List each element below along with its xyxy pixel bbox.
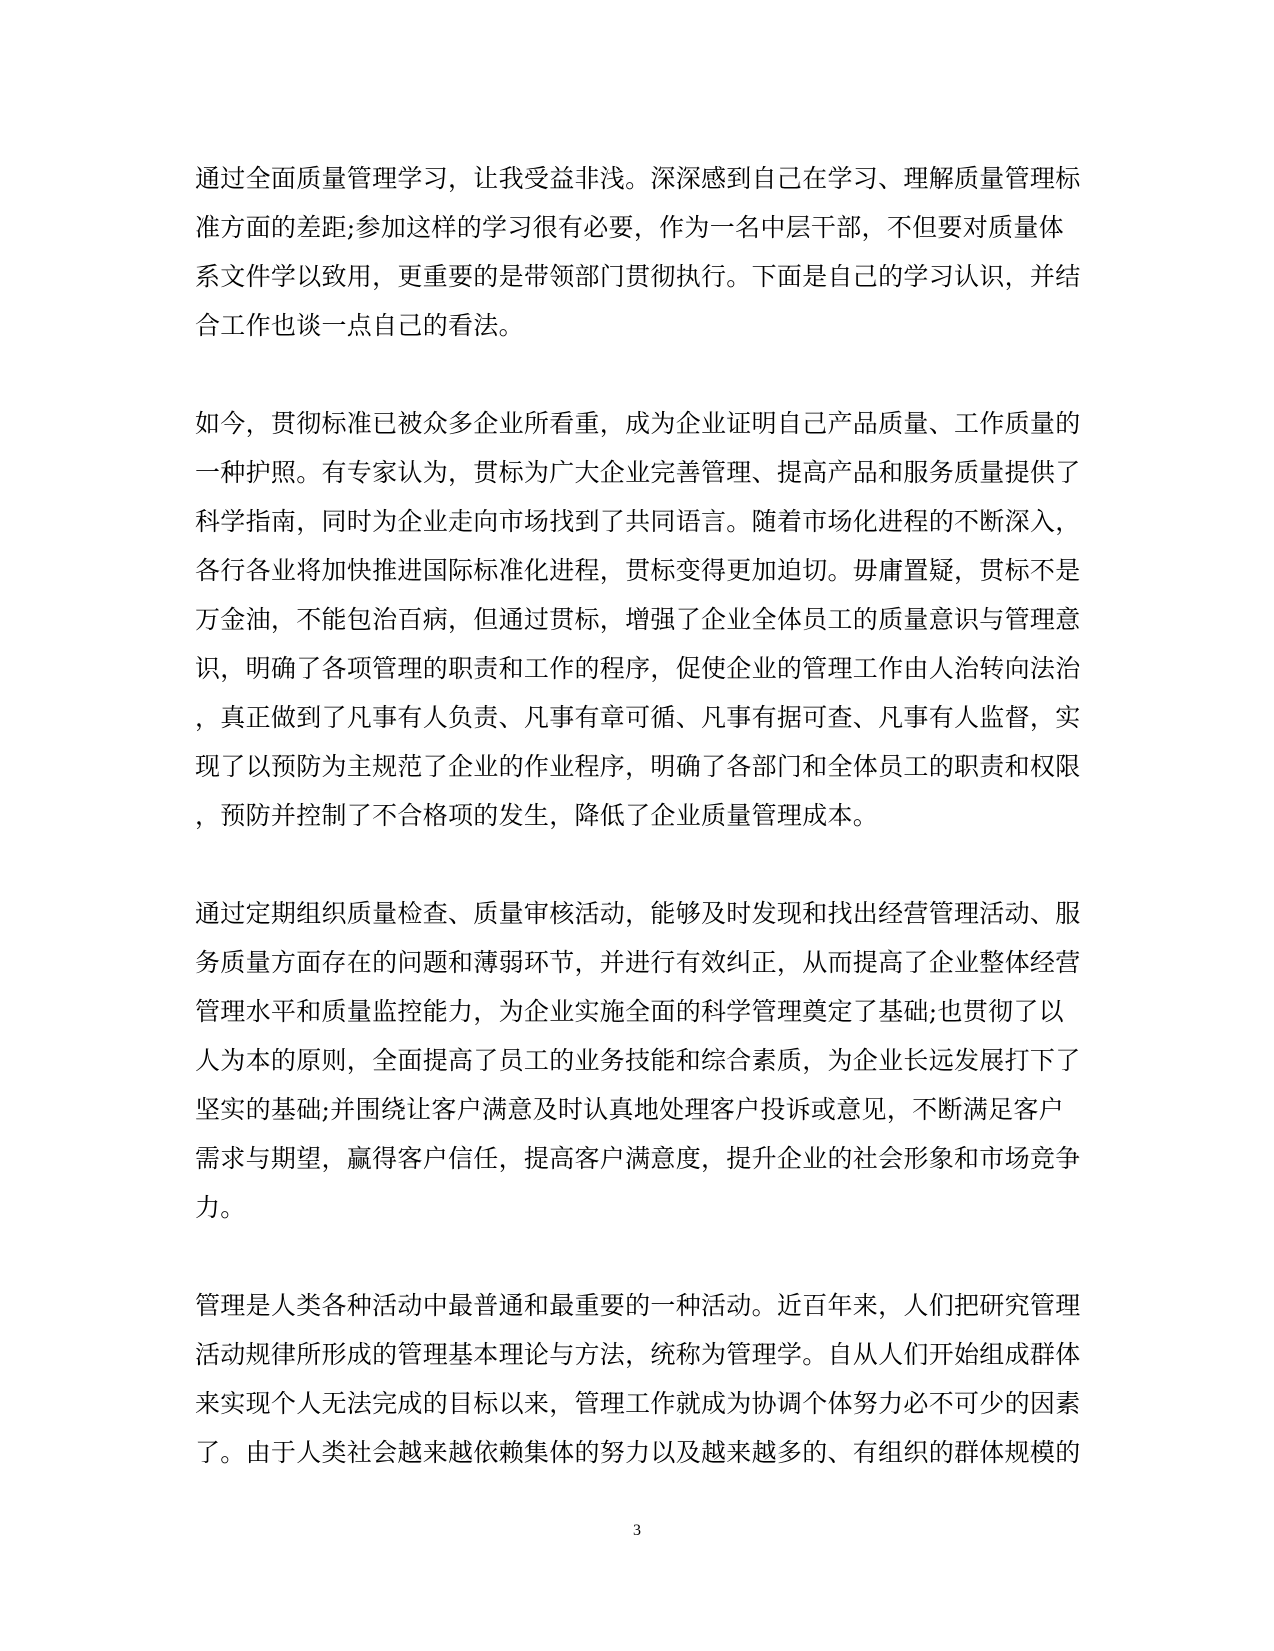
paragraph-2: [195, 399, 1081, 840]
paragraph-line: 务质量方面存在的问题和薄弱环节，并进行有效纠正，从而提高了企业整体经营: [195, 948, 1081, 977]
paragraph-line: 了。由于人类社会越来越依赖集体的努力以及越来越多的、有组织的群体规模的: [195, 1438, 1081, 1467]
paragraph-line: ，预防并控制了不合格项的发生，降低了企业质量管理成本。: [195, 801, 879, 830]
paragraph-line: ，真正做到了凡事有人负责、凡事有章可循、凡事有据可查、凡事有人监督，实: [195, 703, 1081, 732]
paragraph-1: [195, 154, 1081, 350]
paragraph-line: 各行各业将加快推进国际标准化进程，贯标变得更加迫切。毋庸置疑，贯标不是: [195, 556, 1081, 585]
paragraph-line: 人为本的原则，全面提高了员工的业务技能和综合素质，为企业长远发展打下了: [195, 1046, 1081, 1075]
paragraph-line: 现了以预防为主规范了企业的作业程序，明确了各部门和全体员工的职责和权限: [195, 752, 1081, 781]
paragraph-line: 需求与期望，赢得客户信任，提高客户满意度，提升企业的社会形象和市场竞争: [195, 1144, 1081, 1173]
paragraph-line: 系文件学以致用，更重要的是带领部门贯彻执行。下面是自己的学习认识，并结: [195, 262, 1081, 291]
paragraph-line: 科学指南，同时为企业走向市场找到了共同语言。随着市场化进程的不断深入，: [195, 507, 1081, 536]
paragraph-4: [195, 1281, 1081, 1477]
document-body: [195, 154, 1081, 1526]
page-number: 3: [633, 1522, 641, 1539]
paragraph-line: 力。: [195, 1193, 246, 1222]
paragraph-line: 准方面的差距;参加这样的学习很有必要，作为一名中层干部，不但要对质量体: [195, 213, 1064, 242]
paragraph-line: 管理是人类各种活动中最普通和最重要的一种活动。近百年来，人们把研究管理: [195, 1291, 1081, 1320]
paragraph-line: 来实现个人无法完成的目标以来，管理工作就成为协调个体努力必不可少的因素: [195, 1389, 1081, 1418]
paragraph-line: 通过定期组织质量检查、质量审核活动，能够及时发现和找出经营管理活动、服: [195, 899, 1081, 928]
paragraph-line: 如今，贯彻标准已被众多企业所看重，成为企业证明自己产品质量、工作质量的: [195, 409, 1081, 438]
paragraph-line: 一种护照。有专家认为，贯标为广大企业完善管理、提高产品和服务质量提供了: [195, 458, 1081, 487]
paragraph-line: 坚实的基础;并围绕让客户满意及时认真地处理客户投诉或意见，不断满足客户: [195, 1095, 1064, 1124]
paragraph-line: 管理水平和质量监控能力，为企业实施全面的科学管理奠定了基础;也贯彻了以: [195, 997, 1064, 1026]
paragraph-line: 通过全面质量管理学习，让我受益非浅。深深感到自己在学习、理解质量管理标: [195, 164, 1081, 193]
paragraph-line: 识，明确了各项管理的职责和工作的程序，促使企业的管理工作由人治转向法治: [195, 654, 1081, 683]
paragraph-line: 万金油，不能包治百病，但通过贯标，增强了企业全体员工的质量意识与管理意: [195, 605, 1081, 634]
paragraph-line: 活动规律所形成的管理基本理论与方法，统称为管理学。自从人们开始组成群体: [195, 1340, 1081, 1369]
paragraph-line: 合工作也谈一点自己的看法。: [195, 311, 524, 340]
paragraph-3: [195, 889, 1081, 1232]
